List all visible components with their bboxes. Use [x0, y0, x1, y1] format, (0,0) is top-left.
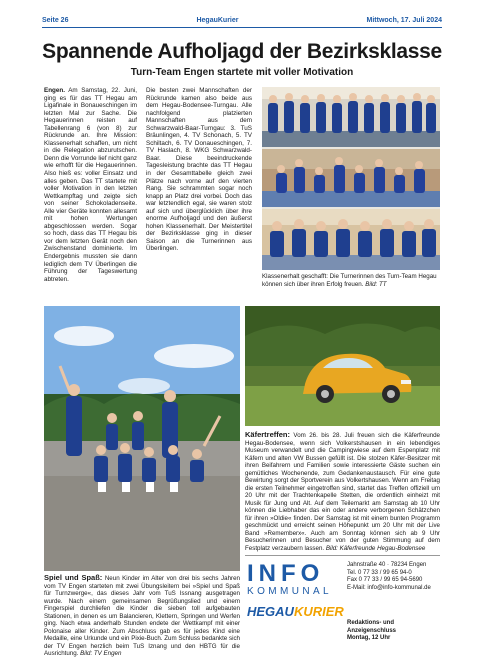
deadline-label: Redaktions- und Anzeigenschluss: [347, 620, 397, 634]
team-photo-caption: [262, 273, 440, 288]
deadline-notice: [347, 620, 442, 643]
publisher-phone[interactable]: Tel. 0 77 33 / 99 65 94-0: [347, 569, 412, 576]
article-headline: Spannende Aufholjagd der Bezirksklasse: [42, 40, 442, 63]
publisher-address: Jahnstraße 40 · 78234 Engen: [347, 562, 427, 568]
article-subhead: Turn-Team Engen startete mit voller Motivation: [130, 67, 354, 78]
spiel-spass-article: [44, 574, 240, 658]
logo-info-text: INFO: [247, 560, 325, 587]
car-photo: [245, 306, 440, 426]
publisher-fax: Fax 0 77 33 / 99 65 94-5690: [347, 577, 423, 584]
kaefertreffen-article: [245, 431, 440, 552]
spiel-spass-credit: Bild: TV Engen: [80, 650, 122, 657]
page-header: [42, 14, 442, 26]
logo-kurier-text: KURIER: [293, 604, 344, 619]
info-kommunal-logo: [247, 562, 343, 619]
article-text-1: Am Samstag, 22. Juni, ging es für das TT Hegau am Ligafinale in Bonaueschingen im letzten Mal zur Sache. Die Hegauerinnen reisten auf Tabellenrang 6 (von 8) zur Rückrunde an. Ihre Mission: Klassenerhalt schaffen, um nicht in die Relegation abzurutschen. Denn die Vorrunde lief nicht ganz wie erhofft für die Hegauerinnen. Also hieß es: voller Einsatz und alles geben. Das TT startete mit voller Motivation in den letzten Wettkampftag und zeigte sich von seiner Schokoladenseite. Alle vier Geräte konnten allesamt mit hohen Wertungen abgeschlossen werden. Sogar so hoch, dass das TT Hegau bis vor dem letzten Gerät noch den Zwischenstand dominierte. Im Endergebnis mussten sie dann lediglich dem TV Überlingen die Führung der Tageswertung abtreten.: [44, 87, 137, 283]
team-photo: [262, 87, 440, 270]
publisher-contact: [347, 562, 442, 592]
deadline-value: Montag, 12 Uhr: [347, 635, 391, 642]
issue-date: Mittwoch, 17. Juli 2024: [366, 16, 442, 24]
kaefertreffen-credit: Bild: Käferfreunde Hegau-Bodensee: [325, 544, 426, 552]
hegau-kurier-logo: [247, 604, 343, 619]
team-photo-credit: Bild: TT: [365, 280, 387, 288]
publisher-box: [245, 555, 440, 640]
article-column-1: [44, 87, 137, 297]
kaefertreffen-lead: Käfertreffen:: [245, 430, 291, 439]
page-number: Seite 26: [42, 16, 69, 24]
logo-hegau-text: HEGAU: [247, 604, 294, 619]
logo-kommunal-text: KOMMUNAL: [247, 586, 332, 597]
team-caption-text: Klassenerhalt geschafft: Die Turnerinnen des Turn-Team Hegau können sich über ihren Erfolg freuen.: [262, 273, 437, 288]
kids-photo: [44, 306, 240, 571]
spiel-spass-text: Neun Kinder im Alter von drei bis sechs Jahren vom TV Engen starteten mit zwei Übungsleitern bei »Spiel und Spaß für Turnzwerge«, das dieses Jahr vom TuS Issnang ausgetragen wurde. Nach einem gemeinsamen Begrüßungslied und einem Fingerspiel durchliefen die Kinder die sieben toll aufgebauten Stationen, in denen es um Balancieren, Klettern, Springen und Werfen ging. Nach etwa anderhalb Stunden endete der Wettkampf mit einer Polonaise aller Kinder. Zum Abschluss gab es für jedes Kind eine Medaille, eine Urkunde und ein Pixie-Buch. Zum Schluss bedankte sich der TV Engen herzlich beim TuS Iznang und den HBTG für die Ausrichtung.: [44, 575, 240, 657]
header-rule: [42, 27, 442, 28]
kaefertreffen-text: Vom 26. bis 28. Juli freuen sich die Käferfreunde Hegau-Bodensee, wenn sich Volkerstshausen in ein lebendiges Museum verwandelt und die Campingwiese auf dem Espenplatz mit Käfern und alten VW Bussen gefüllt ist. Die stolzen Käfer-Besitzer mit ihren Beifahrern und Familien sowie interessierte Gäste suchen ein gemütliches Wochenende, zum Gedankenaustausch. Für eine gute Bewirtung sorgt der Sportverein aus Volkertshausen. Wenn am Freitag die ersten Teilnehmer eingetroffen sind, startet das Treffen offiziell um 20 Uhr mit der Trachtenkapelle Stetten, die ordentlich einheizt mit Musik für Jung und Alt. Auf dem Teilemarkt am Samstag ab 10 Uhr können die Liebhaber das ein oder andere verborgenen Schätzchen für ihren »Oldie« finden. Der Samstag ist mit einem bunten Programm geschmückt und erreicht seinen Höhepunkt um 20 Uhr mit der Live Band »Rememberx«. Auch am Sonntag können sich ab 9 Uhr Besucherinnen und Besucher von der guten Stimmung auf dem Festplatz verzaubern lassen.: [245, 432, 440, 552]
publisher-email[interactable]: E-Mail: info@info-kommunal.de: [347, 584, 431, 591]
spiel-spass-lead: Spiel und Spaß:: [44, 573, 103, 582]
article-dateline: Engen.: [44, 87, 65, 94]
publication-name: HegauKurier: [196, 16, 239, 24]
article-text-2: Die besten zwei Mannschaften der Rückrunde kamen also beide aus dem Hegau-Bodensee-Turngau. Alle nachfolgend platzierten Mannschaften aus dem Schwarzwald-Baar-Turngau: 3. TuS Bräunlingen, 4. TV Schonach, 5. TV Schiltach, 6. TV Donaueschingen, 7. TV Haslach, 8. WKG Schwarzwald-Baar. Diese beeindruckende Tagesleistung brachte das TT Hegau in der Gesamttabelle gleich zwei Plätze nach vorne auf den vierten Rang. Sie schrammten sogar noch knapp an Platz drei vorbei. Doch das war letztendlich egal, sie waren stolz auf sich und überglücklich über ihre enorme Aufholjagd und den äußerst hohen Klassenerhalt. Der Meistertitel der Bezirksklasse ging in dieser Saison an die Turnerinnen aus Überlingen.: [146, 87, 252, 253]
article-column-2: [146, 87, 252, 297]
